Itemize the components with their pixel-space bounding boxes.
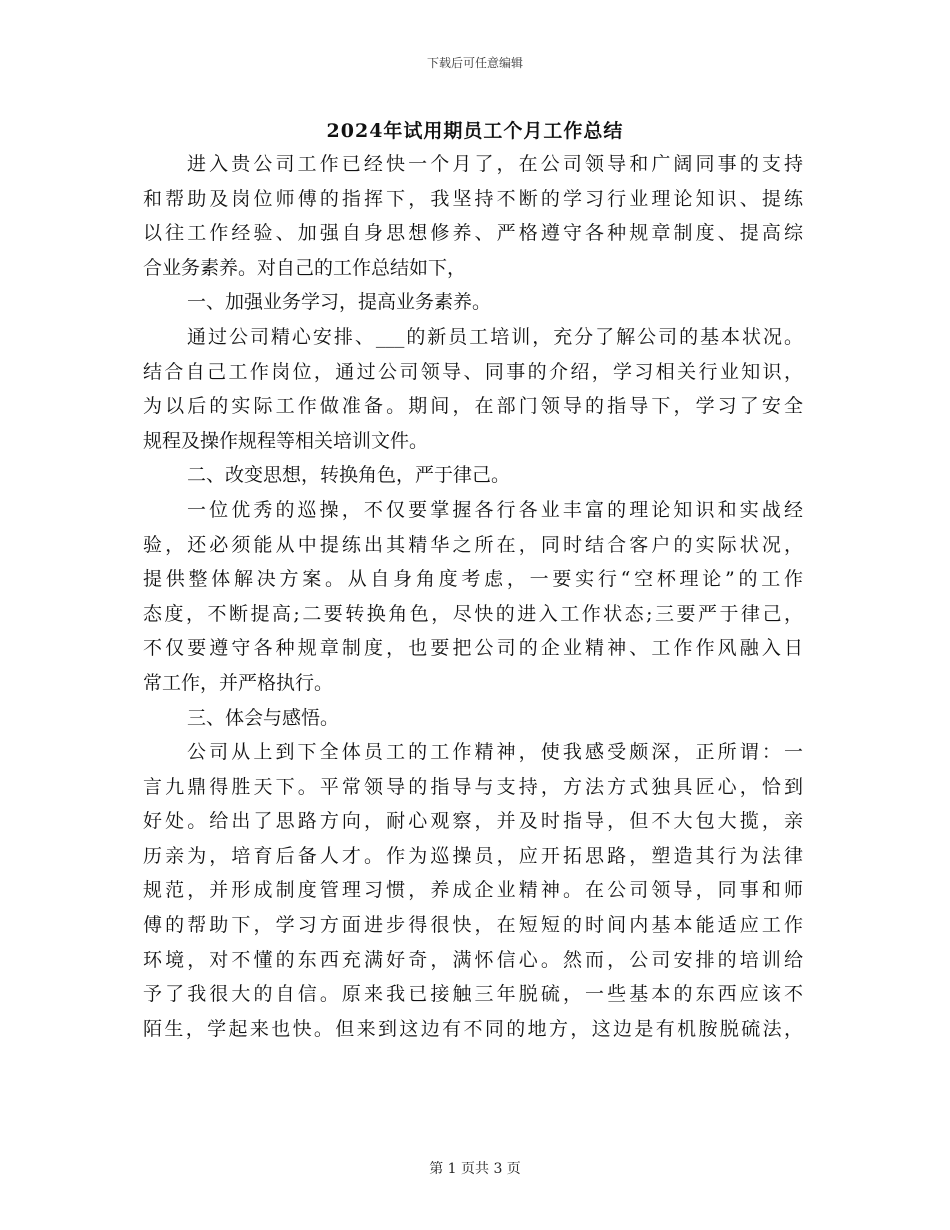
paragraph-line: 环境，对不懂的东西充满好奇，满怀信心。然而，公司安排的培训给	[143, 948, 803, 971]
paragraph-line: 不仅要遵守各种规章制度，也要把公司的企业精神、工作作风融入日	[143, 637, 803, 660]
paragraph-line: 好处。给出了思路方向，耐心观察，并及时指导，但不大包大揽，亲	[143, 810, 803, 833]
paragraph-line: 为以后的实际工作做准备。期间，在部门领导的指导下，学习了安全	[143, 395, 803, 418]
paragraph-line: 公司从上到下全体员工的工作精神，使我感受颇深，正所谓：一	[187, 741, 803, 764]
paragraph-line: 合业务素养。对自己的工作总结如下，	[143, 256, 467, 279]
paragraph-line: 傅的帮助下，学习方面进步得很快，在短短的时间内基本能适应工作	[143, 914, 803, 937]
paragraph-line: 言九鼎得胜天下。平常领导的指导与支持，方法方式独具匠心，恰到	[143, 775, 803, 798]
paragraph-line: 进入贵公司工作已经快一个月了，在公司领导和广阔同事的支持	[187, 153, 803, 175]
paragraph-line: 结合自己工作岗位，通过公司领导、同事的介绍，学习相关行业知识，	[143, 360, 803, 383]
document-title: 2024年试用期员工个月工作总结	[326, 120, 624, 142]
paragraph-line: 和帮助及岗位师傅的指挥下，我坚持不断的学习行业理论知识、提练	[143, 187, 803, 210]
paragraph-line: 通过公司精心安排、___的新员工培训，充分了解公司的基本状况。	[187, 325, 803, 348]
paragraph-line: 规范，并形成制度管理习惯，养成企业精神。在公司领导，同事和师	[143, 879, 803, 902]
section-heading: 三、体会与感悟。	[187, 706, 340, 729]
paragraph-line: 一位优秀的巡操，不仅要掌握各行各业丰富的理论知识和实战经	[187, 498, 803, 521]
paragraph-line: 陌生，学起来也快。但来到这边有不同的地方，这边是有机胺脱硫法，	[143, 1017, 803, 1040]
section-heading: 二、改变思想，转换角色，严于律己。	[187, 464, 511, 487]
paragraph-line: 提供整体解决方案。从自身角度考虑，一要实行“空杯理论”的工作	[143, 568, 803, 591]
paragraph-line: 常工作，并严格执行。	[143, 671, 334, 694]
paragraph-line: 规程及操作规程等相关培训文件。	[143, 429, 429, 452]
header-note: 下载后可任意编辑	[426, 56, 523, 70]
paragraph-line: 予了我很大的自信。原来我已接触三年脱硫，一些基本的东西应该不	[143, 983, 803, 1006]
paragraph-line: 历亲为，培育后备人才。作为巡操员，应开拓思路，塑造其行为法律	[143, 844, 803, 867]
document-body	[143, 147, 803, 1046]
page-footer: 第 1 页共 3 页	[429, 1161, 521, 1177]
section-heading: 一、加强业务学习，提高业务素养。	[187, 291, 492, 314]
paragraph-line: 以往工作经验、加强自身思想修养、严格遵守各种规章制度、提高综	[143, 222, 803, 245]
paragraph-line: 验，还必须能从中提练出其精华之所在，同时结合客户的实际状况，	[143, 533, 803, 556]
paragraph-line: 态度，不断提高;二要转换角色，尽快的进入工作状态;三要严于律己，	[143, 602, 803, 625]
